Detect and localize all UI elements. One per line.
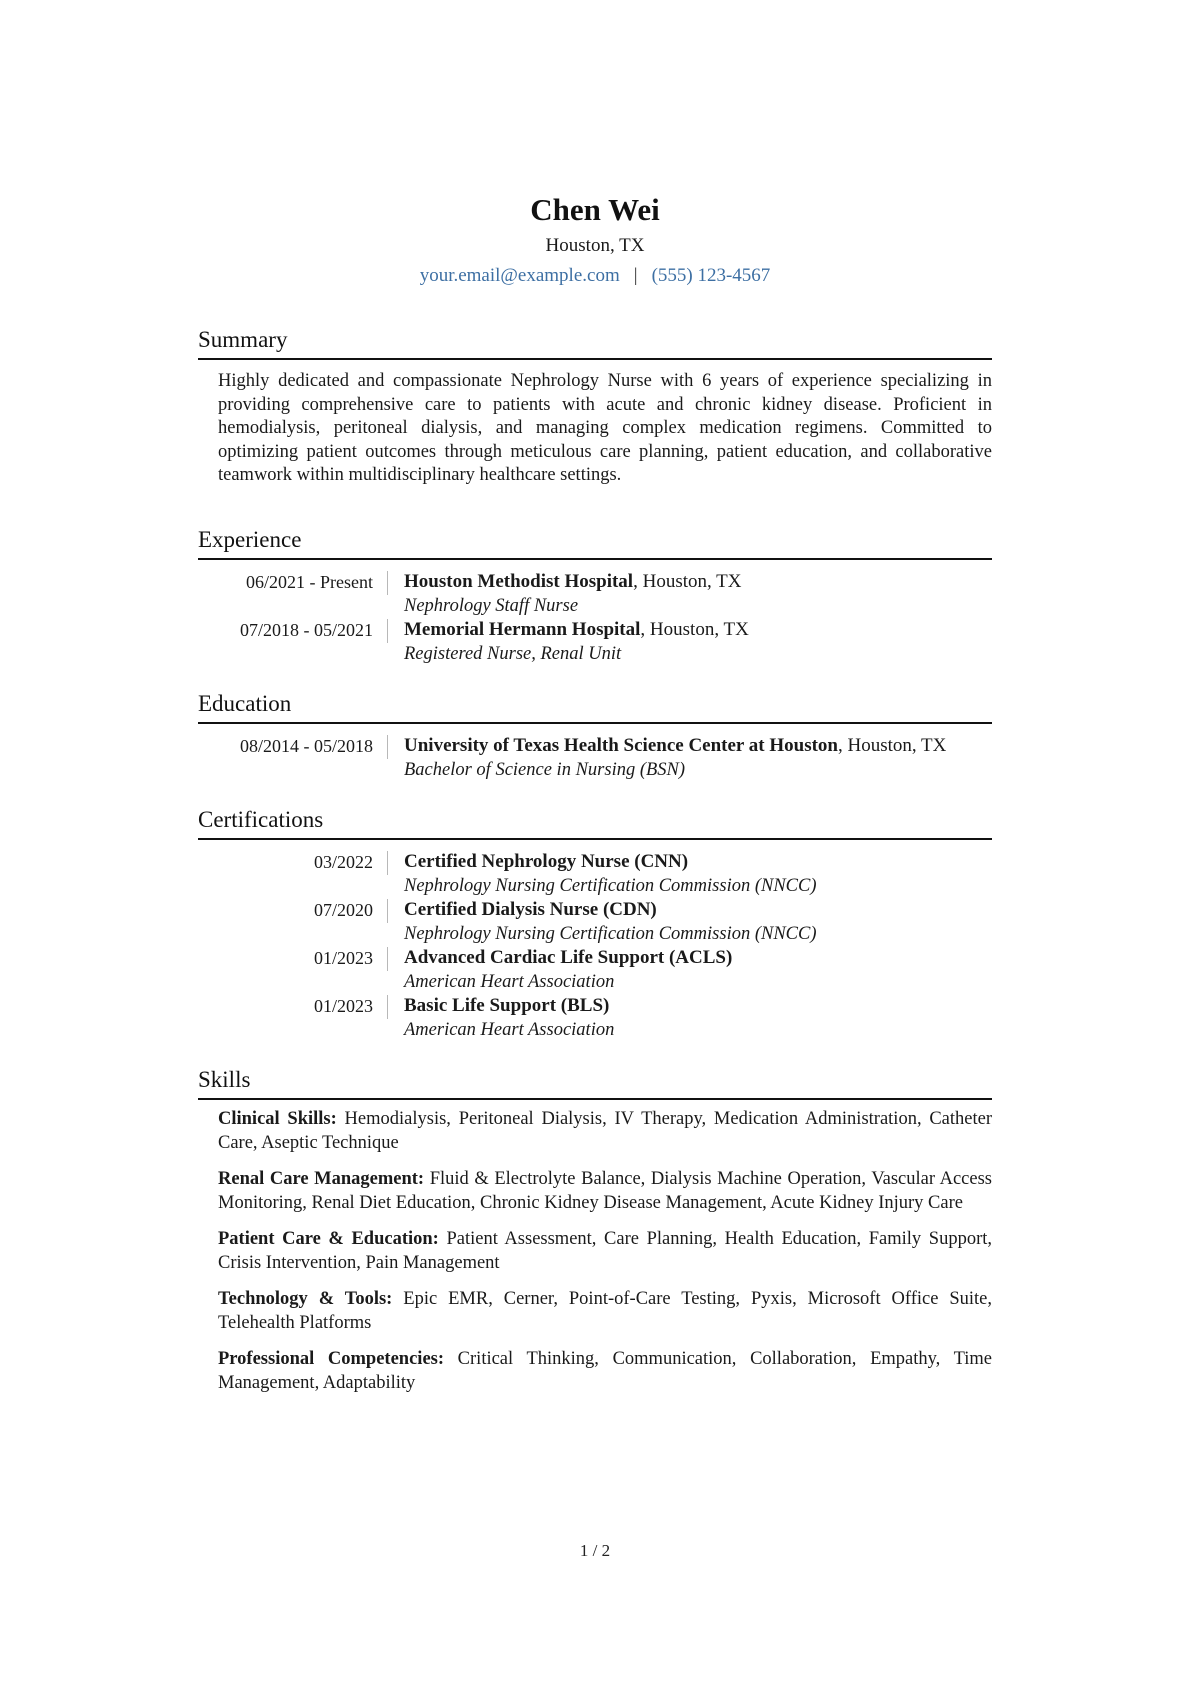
skill-category: Clinical Skills: (218, 1109, 337, 1129)
employer-name: Houston Methodist Hospital (404, 571, 634, 592)
section-title-skills: Skills (198, 1066, 992, 1100)
certification-entry (198, 850, 992, 898)
experience-section (198, 526, 992, 666)
certification-issuer: American Heart Association (404, 972, 615, 992)
employer-location: , Houston, TX (640, 619, 749, 640)
skill-category: Renal Care Management: (218, 1169, 425, 1189)
entry-title (404, 850, 992, 874)
entry-date: 07/2020 (313, 900, 373, 920)
page-number: 1 / 2 (579, 1541, 611, 1560)
certification-entry (198, 994, 992, 1042)
certification-entry (198, 898, 992, 946)
skill-values: Patient Assessment, Care Planning, Health Education, Family Support, Crisis Intervention, Pain Management (218, 1229, 992, 1273)
skill-values: Epic EMR, Cerner, Point-of-Care Testing, Pyxis, Microsoft Office Suite, Telehealth Platforms (218, 1289, 993, 1333)
employer-name: Memorial Hermann Hospital (404, 619, 641, 640)
skill-values: Fluid & Electrolyte Balance, Dialysis Machine Operation, Vascular Access Monitoring, Renal Diet Education, Chronic Kidney Disease Management, Acute Kidney Injury Care (218, 1169, 992, 1213)
section-title-education: Education (198, 690, 992, 724)
school-name: University of Texas Health Science Center at Houston (404, 735, 838, 756)
resume-header (0, 190, 1190, 289)
skill-group (218, 1288, 992, 1335)
candidate-location: Houston, TX (545, 235, 645, 256)
education-list (198, 734, 992, 782)
certification-name: Certified Dialysis Nurse (CDN) (404, 899, 657, 920)
summary-section (198, 326, 992, 488)
skill-category: Technology & Tools: (218, 1289, 393, 1309)
entry-body (388, 994, 992, 1042)
education-entry (198, 734, 992, 782)
section-title-experience: Experience (198, 526, 992, 560)
job-role: Registered Nurse, Renal Unit (404, 644, 622, 664)
contact-line (0, 263, 1190, 289)
skill-values: Hemodialysis, Peritoneal Dialysis, IV Therapy, Medication Administration, Catheter Care, Aseptic Technique (218, 1109, 992, 1153)
skill-group (218, 1108, 992, 1155)
entry-title (404, 570, 992, 594)
experience-entry (198, 618, 992, 666)
entry-body (388, 734, 992, 782)
certification-issuer: American Heart Association (404, 1020, 615, 1040)
certifications-section (198, 806, 992, 1042)
candidate-name: Chen Wei (530, 192, 660, 227)
entry-date: 07/2018 - 05/2021 (240, 620, 373, 640)
employer-location: , Houston, TX (633, 571, 742, 592)
entry-date: 01/2023 (313, 996, 373, 1016)
skill-group (218, 1348, 992, 1395)
section-title-summary: Summary (198, 326, 992, 360)
certification-entry (198, 946, 992, 994)
certification-name: Advanced Cardiac Life Support (ACLS) (404, 947, 733, 968)
entry-body (388, 570, 992, 618)
certification-list (198, 850, 992, 1042)
skill-category: Patient Care & Education: (218, 1229, 439, 1249)
skill-group (218, 1168, 992, 1215)
skill-category: Professional Competencies: (218, 1349, 445, 1369)
skill-group (218, 1228, 992, 1275)
certification-name: Basic Life Support (BLS) (404, 995, 610, 1016)
entry-date: 01/2023 (313, 948, 373, 968)
contact-separator: | (633, 265, 638, 286)
certification-issuer: Nephrology Nursing Certification Commission (NNCC) (404, 924, 817, 944)
job-role: Nephrology Staff Nurse (404, 596, 579, 616)
entry-body (388, 946, 992, 994)
entry-title (404, 898, 992, 922)
entry-title (404, 946, 992, 970)
entry-body (388, 618, 992, 666)
summary-text: Highly dedicated and compassionate Nephrology Nurse with 6 years of experience specializing in providing comprehensive care to patients with acute and chronic kidney disease. Proficient in hemodialysis, peritoneal dialysis, and managing complex medication regimens. Committed to optimizing patient outcomes through meticulous care planning, patient education, and collaborative teamwork within multidisciplinary healthcare settings. (218, 371, 992, 485)
skills-list (218, 1108, 992, 1395)
entry-date: 06/2021 - Present (246, 572, 373, 592)
email-link[interactable]: your.email@example.com (419, 265, 620, 286)
school-location: , Houston, TX (838, 735, 947, 756)
entry-title (404, 734, 992, 758)
skills-section (198, 1066, 992, 1408)
entry-body (388, 850, 992, 898)
entry-title (404, 994, 992, 1018)
experience-entry (198, 570, 992, 618)
section-title-certifications: Certifications (198, 806, 992, 840)
certification-issuer: Nephrology Nursing Certification Commission (NNCC) (404, 876, 817, 896)
entry-body (388, 898, 992, 946)
education-section (198, 690, 992, 782)
skill-values: Critical Thinking, Communication, Collaboration, Empathy, Time Management, Adaptability (218, 1349, 992, 1393)
entry-date: 08/2014 - 05/2018 (240, 736, 373, 756)
entry-title (404, 618, 992, 642)
experience-list (198, 570, 992, 666)
degree: Bachelor of Science in Nursing (BSN) (404, 760, 686, 780)
phone-link[interactable]: (555) 123-4567 (651, 265, 771, 286)
entry-date: 03/2022 (313, 852, 373, 872)
certification-name: Certified Nephrology Nurse (CNN) (404, 851, 689, 872)
